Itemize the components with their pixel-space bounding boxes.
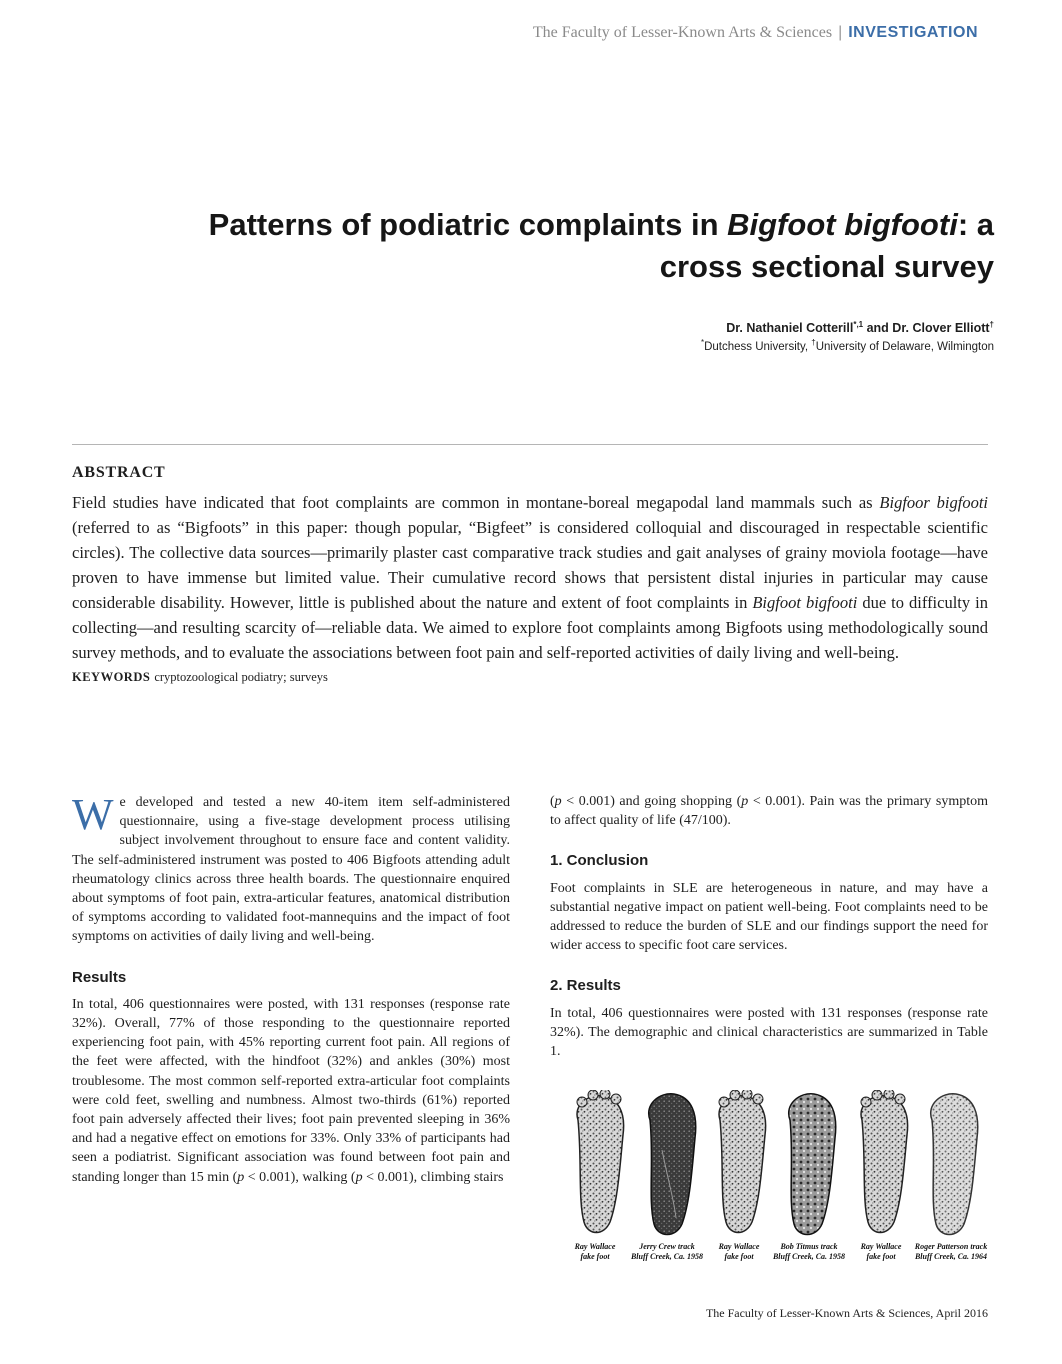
right-column	[550, 792, 988, 1061]
footprint-figure	[560, 1090, 990, 1270]
results-text-3: < 0.001), climbing stairs	[362, 1169, 504, 1185]
page-footer	[706, 1306, 988, 1321]
caption-line-1: Bob Titmus track	[780, 1242, 838, 1251]
p-symbol: p	[741, 794, 749, 809]
journal-name: The Faculty of Lesser-Known Arts & Sciences	[532, 24, 833, 41]
footprint-caption-2	[628, 1242, 706, 1262]
affiliations	[72, 338, 994, 353]
conclusion-heading: 1. Conclusion	[550, 852, 649, 870]
cont-text-1: (	[550, 794, 555, 809]
caption-line-1: Ray Wallace	[860, 1242, 902, 1251]
cont-text-2: < 0.001) and going shopping (	[561, 794, 742, 809]
footprint-4	[789, 1094, 836, 1235]
keywords	[72, 670, 988, 685]
paper-title	[72, 204, 994, 288]
abstract-species-1: Bigfoor bigfooti	[879, 493, 988, 512]
caption-line-2: Bluff Creek, Ca. 1958	[772, 1252, 846, 1261]
intro-paragraph	[72, 790, 510, 947]
title-part-1: Patterns of podiatric complaints in	[208, 207, 728, 242]
p-symbol: p	[237, 1169, 245, 1185]
cont-text-3: < 0.001). Pain was the primary symptom to affect quality of life (47/100).	[550, 794, 988, 829]
results-text-1: In total, 406 questionnaires were posted, with 131 responses (response rate 32%). Overall, 77% of those responding to the questionnaire reported experiencing foot pain, with 45% reporting current foot pain. All regions of the feet were affected, with the hindfoot (32%) and ankles (30%) most troublesome. The most common self-reported extra-articular foot complaints were cold feet, swelling and numbness. Almost two-thirds (61%) reported foot pain adversely affected their lives; foot pain prevented sleeping in 36% and had a negative effect on emotions for 33%. Only 33% of participants had seen a podiatrist. Significant association was found between foot pain and standing longer than 15 min (	[72, 996, 510, 1185]
caption-line-2: Bluff Creek, Ca. 1958	[630, 1252, 704, 1261]
keywords-list: cryptozoological podiatry; surveys	[154, 670, 328, 684]
footprint-1	[577, 1090, 624, 1233]
left-column	[72, 790, 510, 1187]
caption-line-2: fake foot	[580, 1252, 610, 1261]
author-list	[72, 320, 994, 335]
conclusion-paragraph: Foot complaints in SLE are heterogeneous in nature, and may have a substantial negative impact on patient well-being. Foot complaints need to be addressed to reduce the burden of SLE and our findings support the need for wider access to specific foot care services.	[550, 880, 988, 954]
footprint-6	[931, 1094, 978, 1235]
title-line-2: cross sectional survey	[659, 249, 994, 284]
results-text-2: < 0.001), walking (	[244, 1169, 356, 1185]
p-symbol: p	[355, 1169, 363, 1185]
abstract-text-3: due to difficulty in collecting—and resulting scarcity of—reliable data. We aimed to explore foot complaints among Bigfoots using methodologically sound survey methods, and to evaluate the associations between foot pain and self-reported activities of daily living and well-being.	[72, 593, 988, 662]
abstract-text-2: (referred to as “Bigfoots” in this paper: though popular, “Bigfeet” is considered colloquial and discouraged in respectable scientific circles). The collective data sources—primarily plaster cast comparative track studies and gait analyses of grainy moviola footage—have proven to have immense but limited value. Their cumulative record shows that persistent distal injuries in particular may cause considerable disability. However, little is published about the nature and extent of foot complaints in	[72, 518, 988, 612]
caption-line-2: fake foot	[866, 1252, 896, 1261]
running-header	[533, 24, 978, 42]
abstract-text-1: Field studies have indicated that foot complaints are common in montane-boreal megapodal land mammals such as	[72, 493, 880, 512]
affiliation-mark-1: *	[700, 338, 705, 348]
footprint-2	[649, 1094, 696, 1235]
caption-line-1: Jerry Crew track	[639, 1242, 695, 1251]
footprint-caption-1	[556, 1242, 634, 1262]
footer-date: April 2016	[935, 1306, 988, 1320]
results-paragraph-right: In total, 406 questionnaires were posted with 131 responses (response rate 32%). The demographic and clinical characteristics are summarized in Table 1.	[550, 1005, 988, 1060]
caption-line-2: fake foot	[724, 1252, 754, 1261]
author-2: Dr. Clover Elliott	[892, 321, 990, 336]
results-heading-left: Results	[72, 968, 127, 986]
footprint-caption-6	[912, 1242, 990, 1262]
drop-cap: W	[72, 790, 114, 839]
abstract-heading: ABSTRACT	[72, 464, 166, 481]
author-connector: and	[863, 321, 893, 336]
title-species: Bigfoot bigfooti	[727, 207, 958, 242]
abstract	[72, 464, 988, 685]
caption-line-1: Roger Patterson track	[914, 1242, 988, 1251]
keywords-label: KEYWORDS	[72, 670, 151, 684]
p-symbol: p	[554, 794, 562, 809]
results-heading-right: 2. Results	[550, 977, 621, 995]
title-block	[72, 204, 994, 353]
header-separator: |	[838, 24, 843, 41]
affiliation-2: University of Delaware, Wilmington	[815, 340, 994, 353]
caption-line-2: Bluff Creek, Ca. 1964	[914, 1252, 988, 1261]
footprint-caption-4	[770, 1242, 848, 1262]
continued-paragraph	[550, 792, 988, 830]
author-1: Dr. Nathaniel Cotterill	[726, 321, 854, 336]
title-part-2: : a	[957, 207, 994, 242]
footer-journal: The Faculty of Lesser-Known Arts & Sciences,	[705, 1306, 934, 1320]
abstract-text	[72, 490, 988, 665]
caption-line-1: Ray Wallace	[574, 1242, 616, 1251]
section-label: INVESTIGATION	[848, 24, 978, 41]
abstract-species-2: Bigfoot bigfooti	[752, 593, 858, 612]
affiliation-mark-2: †	[811, 338, 816, 348]
author-2-marks: †	[989, 320, 994, 329]
caption-line-1: Ray Wallace	[718, 1242, 760, 1251]
author-1-marks: *,1	[853, 320, 864, 329]
results-paragraph-left	[72, 995, 510, 1187]
affiliation-1: Dutchess University,	[704, 340, 812, 353]
footprint-caption-5	[842, 1242, 920, 1262]
intro-text: e developed and tested a new 40-item item self-administered questionnaire, using a five-stage development process utilising subject involvement throughout to ensure face and content validity. The self-administered instrument was posted to 406 Bigfoots attending adult rheumatology clinics across three health boards. The questionnaire enquired about symptoms of foot pain, extra-articular features, anatomical distribution of symptoms according to validated foot-mannequins and the impact of foot symptoms on activities of daily living and well-being.	[72, 795, 510, 945]
title-divider	[72, 444, 988, 445]
footprint-3	[719, 1090, 766, 1233]
footprint-images	[560, 1090, 990, 1240]
footprint-5	[861, 1090, 908, 1233]
footprint-caption-3	[700, 1242, 778, 1262]
